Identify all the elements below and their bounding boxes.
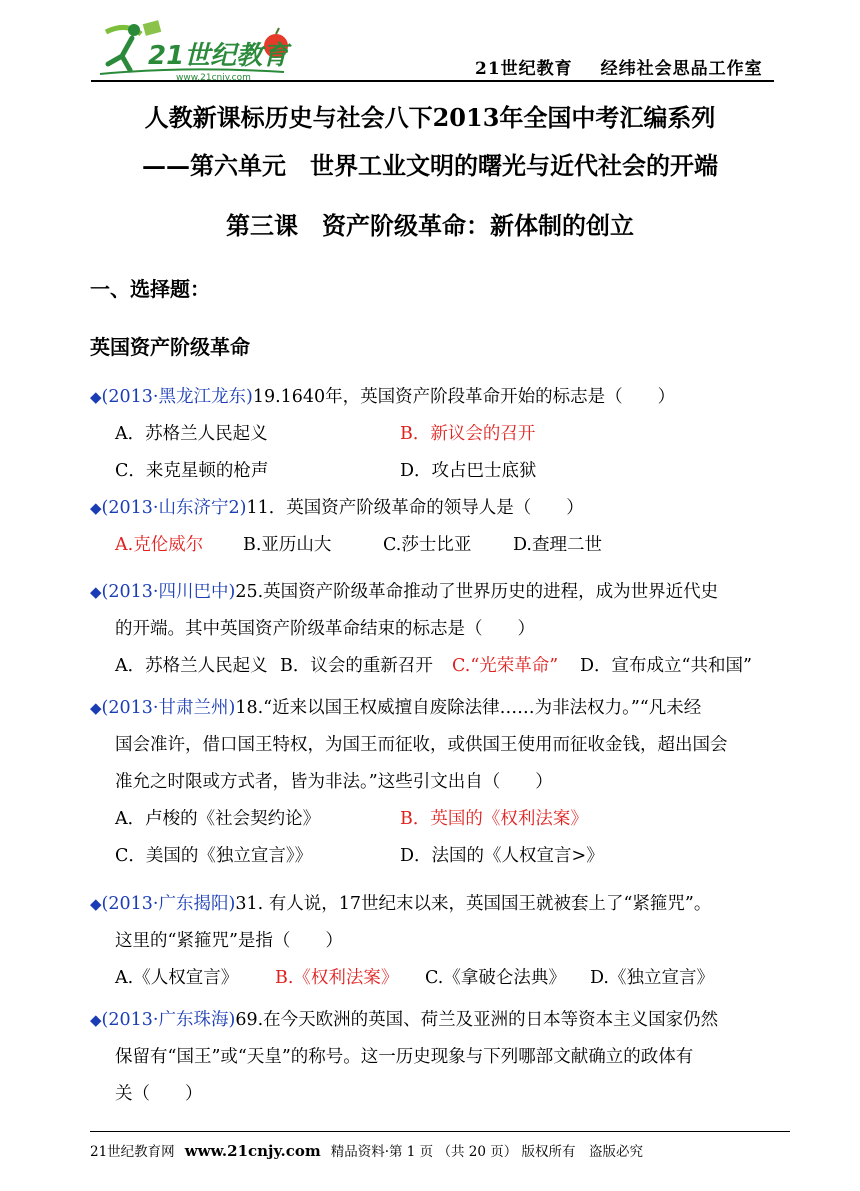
question-stem-cont: 关（ ）	[115, 1084, 203, 1104]
question-stem: 11．英国资产阶级革命的领导人是（ ）	[246, 498, 584, 518]
diamond-icon: ◆	[90, 895, 102, 913]
question-5	[90, 886, 790, 997]
question-stem: 19.1640年，英国资产阶段革命开始的标志是（ ）	[252, 387, 676, 407]
footer-divider	[90, 1131, 790, 1132]
option-c: C．美国的《独立宣言》》	[115, 846, 313, 866]
option-b: B.亚历山大	[243, 535, 332, 555]
question-4	[90, 690, 790, 875]
option-c: C.莎士比亚	[383, 535, 472, 555]
question-stem: 18.“近来以国王权威擅自废除法律……为非法权力。”“凡未经	[235, 698, 702, 718]
runner-head-icon	[128, 24, 140, 36]
section-heading: 一、选择题：	[90, 277, 210, 301]
title-line-3: 第三课 资产阶级革命：新体制的创立	[226, 211, 634, 240]
question-stem-cont: 的开端。其中英国资产阶级革命结束的标志是（ ）	[115, 619, 535, 639]
diamond-icon: ◆	[90, 388, 102, 406]
question-6	[90, 1002, 790, 1113]
question-stem: 31. 有人说，17世纪末以来，英国国王就被套上了“紧箍咒”。	[235, 894, 712, 914]
title-line-1: 人教新课标历史与社会八下2013年全国中考汇编系列	[144, 103, 716, 132]
question-source: (2013·四川巴中)	[101, 582, 236, 602]
logo	[96, 20, 296, 82]
page-footer	[90, 1140, 643, 1160]
question-3	[90, 574, 790, 685]
footer-site: 21世纪教育网	[90, 1144, 175, 1160]
diamond-icon: ◆	[90, 699, 102, 717]
option-b: B．议会的重新召开	[280, 656, 433, 676]
question-source: (2013·广东珠海)	[101, 1010, 236, 1030]
option-b: B．新议会的召开	[400, 424, 536, 444]
question-stem-cont: 准允之时限或方式者，皆为非法。”这些引文出自（ ）	[115, 772, 553, 792]
header-right	[475, 54, 763, 79]
logo-title: 21世纪教育	[148, 41, 289, 71]
footer-url[interactable]: www.21cnjy.com	[184, 1142, 321, 1160]
option-d: D.查理二世	[513, 535, 602, 555]
header-studio: 经纬社会思品工作室	[600, 59, 763, 79]
question-stem-cont: 国会准许，借口国王特权，为国王而征收，或供国王使用而征收金钱，超出国会	[115, 735, 728, 755]
question-source: (2013·广东揭阳)	[101, 894, 236, 914]
question-source: (2013·山东济宁2)	[101, 498, 247, 518]
question-1	[90, 379, 790, 490]
logo-url: www.21cnjy.com	[176, 73, 251, 82]
option-d: D．攻占巴士底狱	[400, 461, 537, 481]
flag-icon	[143, 20, 162, 36]
option-a: A．苏格兰人民起义	[115, 656, 268, 676]
header-org: 21世纪教育	[475, 59, 573, 79]
question-stem-cont: 这里的“紧箍咒”是指（ ）	[115, 931, 343, 951]
option-c: C．来克星顿的枪声	[115, 461, 269, 481]
option-b: B.《权利法案》	[275, 968, 399, 988]
title-line-2: ——第六单元 世界工业文明的曙光与近代社会的开端	[142, 151, 718, 180]
option-c: C.“光荣革命”	[452, 656, 559, 676]
question-source: (2013·黑龙江龙东)	[101, 387, 253, 407]
question-2	[90, 490, 790, 564]
option-a: A.克伦威尔	[115, 535, 204, 555]
footer-info: 精品资料·第 1 页 （共 20 页） 版权所有 盗版必究	[330, 1144, 644, 1160]
diamond-icon: ◆	[90, 583, 102, 601]
diamond-icon: ◆	[90, 499, 102, 517]
question-stem: 25.英国资产阶级革命推动了世界历史的进程，成为世界近代史	[235, 582, 719, 602]
question-source: (2013·甘肃兰州)	[101, 698, 236, 718]
option-c: C.《拿破仑法典》	[425, 968, 566, 988]
page-header	[0, 0, 860, 90]
option-d: D.《独立宣言》	[590, 968, 714, 988]
option-b: B．英国的《权利法案》	[400, 809, 588, 829]
option-a: A．苏格兰人民起义	[115, 424, 268, 444]
option-a: A.《人权宣言》	[115, 968, 239, 988]
option-a: A．卢梭的《社会契约论》	[115, 809, 321, 829]
option-d: D．法国的《人权宣言>》	[400, 846, 604, 866]
option-d: D．宣布成立“共和国”	[580, 656, 752, 676]
question-stem: 69.在今天欧洲的英国、荷兰及亚洲的日本等资本主义国家仍然	[235, 1010, 719, 1030]
runner-body-icon	[108, 38, 132, 70]
diamond-icon: ◆	[90, 1011, 102, 1029]
question-stem-cont: 保留有“国王”或“天皇”的称号。这一历史现象与下列哪部文献确立的政体有	[115, 1047, 694, 1067]
subsection-heading: 英国资产阶级革命	[90, 335, 250, 359]
header-divider	[91, 80, 774, 82]
